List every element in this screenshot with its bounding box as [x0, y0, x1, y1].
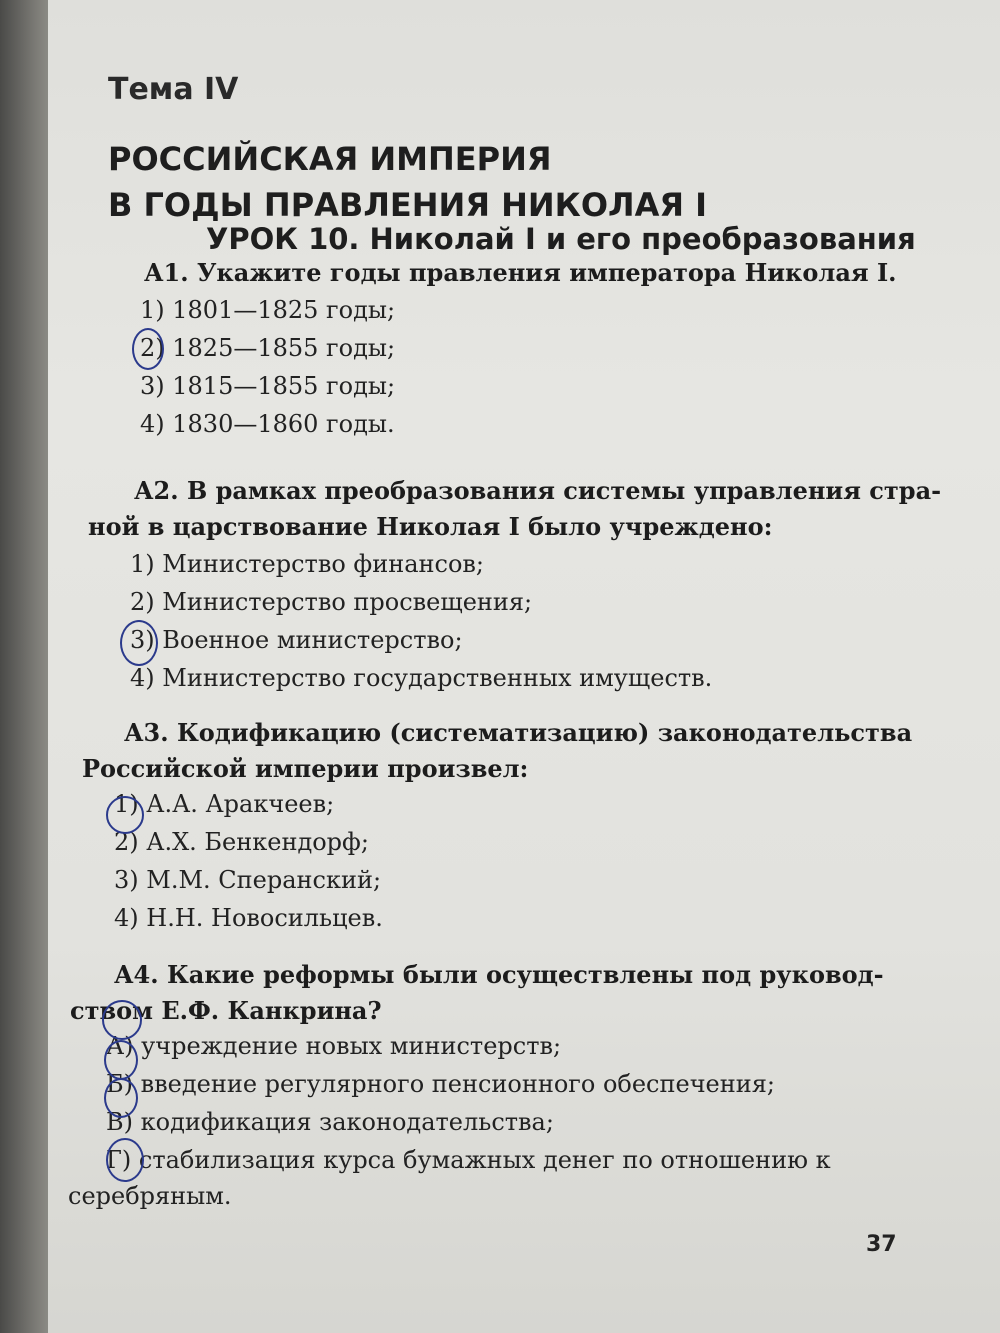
- question-a3-text-1: А3. Кодификацию (систематизацию) законодательства: [124, 718, 913, 747]
- workbook-page: [48, 0, 1000, 1333]
- answer-circle-a3: [106, 796, 144, 834]
- chapter-title-line1: РОССИЙСКАЯ ИМПЕРИЯ: [108, 140, 552, 178]
- a1-option-3: 3) 1815—1855 годы;: [140, 372, 396, 400]
- a4-option-v: В) кодификация законодательства;: [106, 1108, 554, 1136]
- a1-option-2: 2) 1825—1855 годы;: [140, 334, 396, 362]
- a3-option-4: 4) Н.Н. Новосильцев.: [114, 904, 383, 932]
- a3-option-2: 2) А.Х. Бенкендорф;: [114, 828, 369, 856]
- a2-option-1: 1) Министерство финансов;: [130, 550, 484, 578]
- answer-circle-a4-a: [102, 1000, 142, 1040]
- a4-option-g-continuation: серебряным.: [68, 1182, 232, 1210]
- question-a3-text-2: Российской империи произвел:: [82, 754, 529, 783]
- a2-option-2: 2) Министерство просвещения;: [130, 588, 533, 616]
- a4-option-b: Б) введение регулярного пенсионного обеспечения;: [106, 1070, 775, 1098]
- theme-heading: Тема IV: [108, 72, 239, 107]
- a4-option-g: Г) стабилизация курса бумажных денег по отношению к: [106, 1146, 831, 1174]
- answer-circle-a1: [132, 328, 164, 370]
- a2-option-4: 4) Министерство государственных имуществ.: [130, 664, 713, 692]
- lesson-title: УРОК 10. Николай I и его преобразования: [206, 222, 916, 256]
- a1-option-1: 1) 1801—1825 годы;: [140, 296, 396, 324]
- a3-option-3: 3) М.М. Сперанский;: [114, 866, 382, 894]
- answer-circle-a4-b: [104, 1040, 138, 1080]
- question-a4-text-2: ством Е.Ф. Канкрина?: [70, 996, 382, 1025]
- page-number: 37: [866, 1232, 897, 1257]
- answer-circle-a4-v: [104, 1078, 138, 1118]
- a2-option-3: 3) Военное министерство;: [130, 626, 463, 654]
- answer-circle-a2: [120, 620, 158, 666]
- question-a2-text-2: ной в царствование Николая I было учреждено:: [88, 512, 773, 541]
- a4-option-a: А) учреждение новых министерств;: [106, 1032, 562, 1060]
- question-a2-text-1: А2. В рамках преобразования системы управления стра-: [134, 476, 942, 505]
- a3-option-1: 1) А.А. Аракчеев;: [114, 790, 335, 818]
- answer-circle-a4-g: [106, 1138, 144, 1182]
- question-a4-text-1: А4. Какие реформы были осуществлены под руковод-: [114, 960, 884, 989]
- question-a1-text: А1. Укажите годы правления императора Николая I.: [144, 258, 897, 287]
- a1-option-4: 4) 1830—1860 годы.: [140, 410, 395, 438]
- chapter-title-line2: В ГОДЫ ПРАВЛЕНИЯ НИКОЛАЯ I: [108, 186, 708, 224]
